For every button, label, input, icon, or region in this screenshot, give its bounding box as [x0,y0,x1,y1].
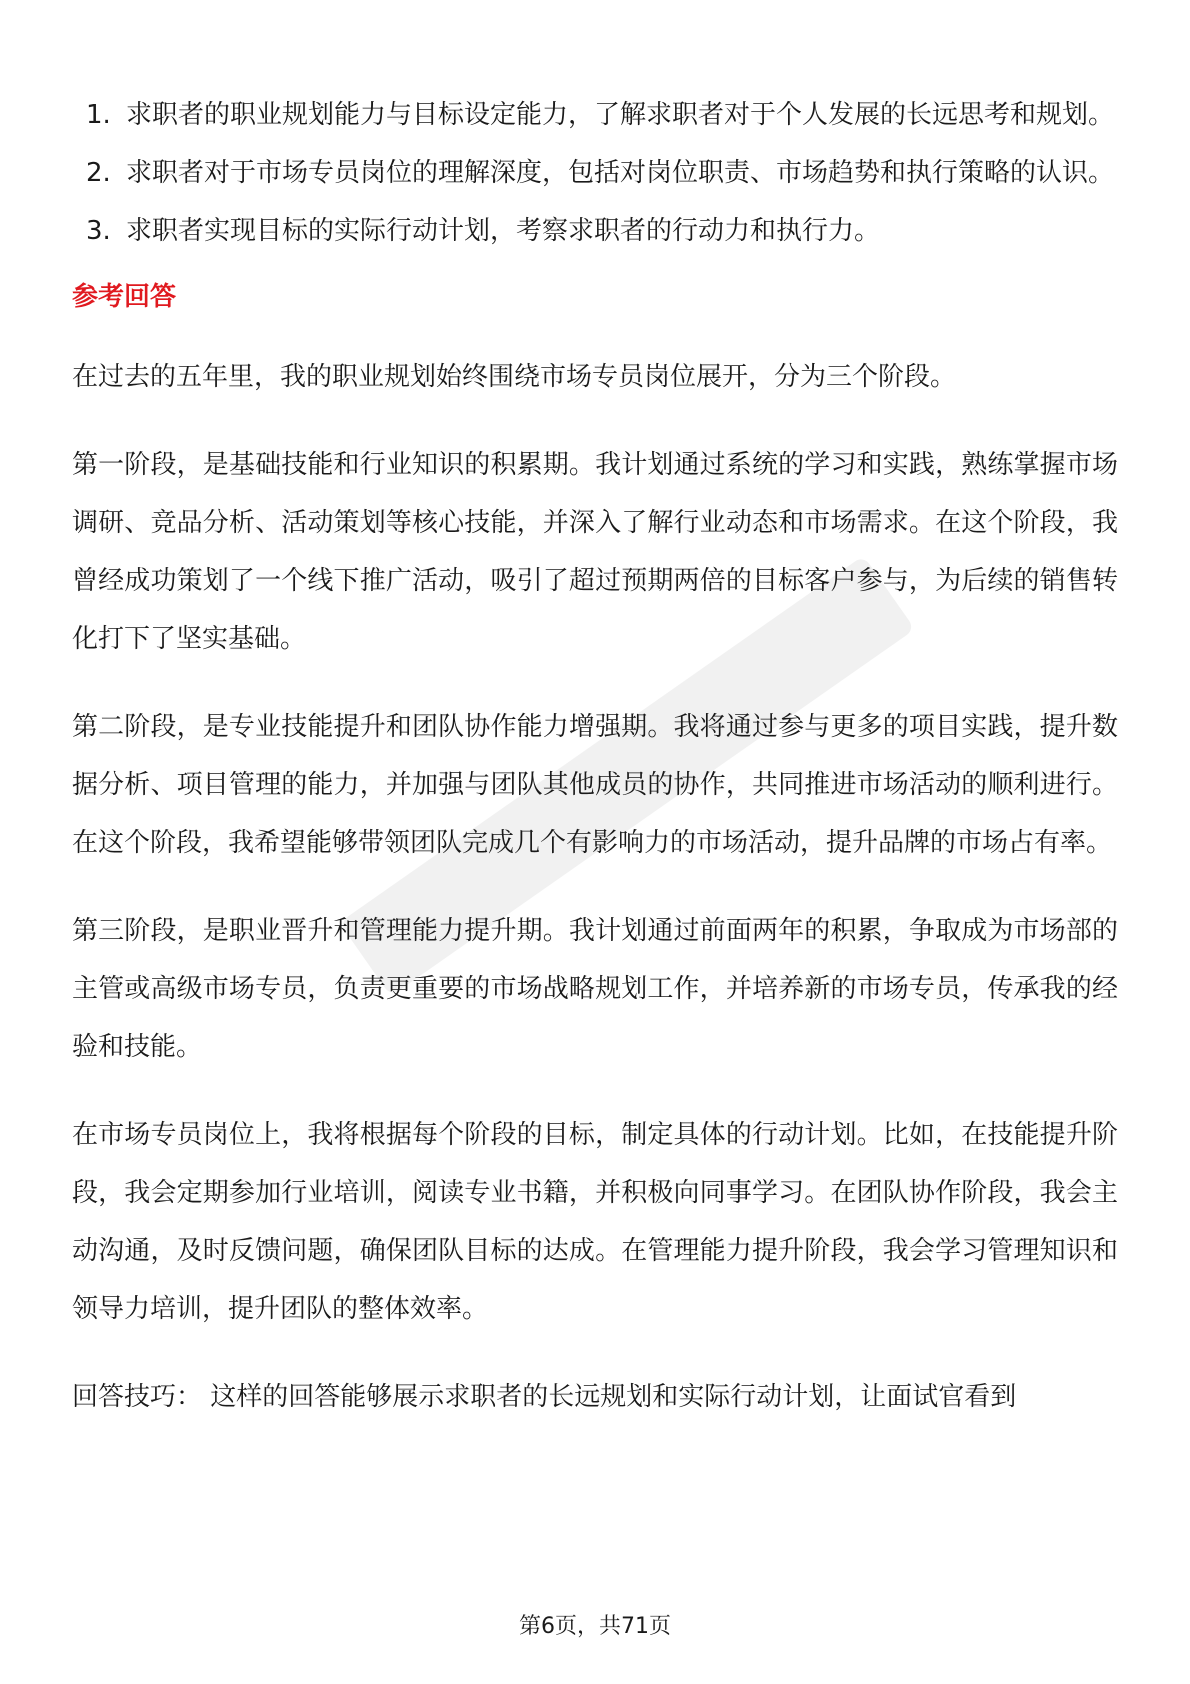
tip-paragraph: 回答技巧： 这样的回答能够展示求职者的长远规划和实际行动计划，让面试官看到 [72,1382,1017,1412]
numbered-list [72,86,1118,260]
page-footer: 第6页，共71页 [519,1614,671,1639]
list-item-text: 求职者对于市场专员岗位的理解深度，包括对岗位职责、市场趋势和执行策略的认识。 [126,158,1115,188]
list-number: 1. [86,100,111,130]
list-item-text: 求职者实现目标的实际行动计划，考察求职者的行动力和执行力。 [126,216,881,246]
list-number: 3. [86,216,111,246]
list-number: 2. [86,158,111,188]
paragraph: 第一阶段，是基础技能和行业知识的积累期。我计划通过系统的学习和实践，熟练掌握市场调研、竞品分析、活动策划等核心技能，并深入了解行业动态和市场需求。在这个阶段，我曾经成功策划了一个线下推广活动，吸引了超过预期两倍的目标客户参与，为后续的销售转化打下了坚实基础。 [72,450,1118,654]
section-title: 参考回答 [72,282,177,312]
paragraph: 第三阶段，是职业晋升和管理能力提升期。我计划通过前面两年的积累，争取成为市场部的主管或高级市场专员，负责更重要的市场战略规划工作，并培养新的市场专员，传承我的经验和技能。 [72,916,1118,1062]
list-item-text: 求职者的职业规划能力与目标设定能力，了解求职者对于个人发展的长远思考和规划。 [126,100,1115,130]
list-item [72,202,1118,260]
paragraph: 第二阶段，是专业技能提升和团队协作能力增强期。我将通过参与更多的项目实践，提升数据分析、项目管理的能力，并加强与团队其他成员的协作，共同推进市场活动的顺利进行。在这个阶段，我希望能够带领团队完成几个有影响力的市场活动，提升品牌的市场占有率。 [72,712,1118,858]
list-item [72,86,1118,144]
paragraph: 在过去的五年里，我的职业规划始终围绕市场专员岗位展开，分为三个阶段。 [72,362,957,392]
document-page [72,86,1118,1426]
list-item [72,144,1118,202]
paragraph: 在市场专员岗位上，我将根据每个阶段的目标，制定具体的行动计划。比如，在技能提升阶段，我会定期参加行业培训，阅读专业书籍，并积极向同事学习。在团队协作阶段，我会主动沟通，及时反馈问题，确保团队目标的达成。在管理能力提升阶段，我会学习管理知识和领导力培训，提升团队的整体效率。 [72,1120,1118,1324]
